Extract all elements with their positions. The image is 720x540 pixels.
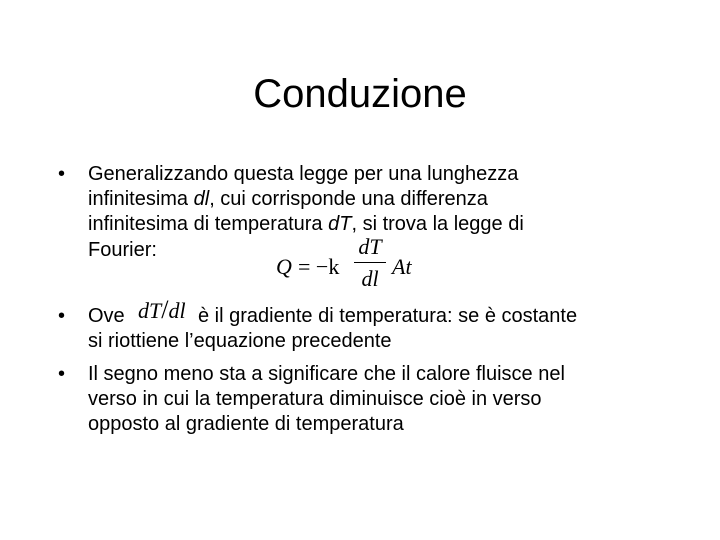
bullet-1-line-3 [88, 212, 524, 236]
formula-fraction-bar [354, 262, 386, 263]
bullet-2-lead: Ove [88, 305, 125, 327]
bullet-1-line-2 [88, 187, 488, 211]
bullet-3-line-3: opposto al gradiente di temperatura [88, 413, 404, 435]
fourier-formula [276, 234, 426, 294]
bullet-2-line-2: si riottiene l’equazione precedente [88, 330, 392, 352]
formula-denominator: dl [361, 266, 379, 291]
bullet-1-line-3-text: infinitesima di temperatura dT, si trova la legge di [88, 213, 524, 235]
inline-slash: / [161, 295, 169, 324]
bullet-3-line-2: verso in cui la temperatura diminuisce cioè in verso [88, 388, 542, 410]
inline-numerator: dT [138, 298, 162, 323]
formula-numerator: dT [358, 234, 382, 259]
slide-title: Conduzione [253, 72, 467, 116]
formula-rhs: At [392, 254, 412, 279]
bullet-1-line-1-text: Generalizzando questa legge per una lunghezza [88, 163, 519, 185]
bullet-marker: • [58, 305, 66, 327]
bullet-1-line-4-text: Fourier: [88, 239, 157, 261]
bullet-marker: • [58, 363, 66, 385]
bullet-marker: • [58, 163, 66, 185]
inline-denominator: dl [168, 298, 186, 323]
bullet-2-line-1-rest: è il gradiente di temperatura: se è costante [198, 305, 578, 327]
bullet-3-line-1: Il segno meno sta a significare che il calore fluisce nel [88, 363, 565, 385]
bullet-1-line-4 [88, 238, 157, 262]
formula-lhs: Q [276, 254, 292, 279]
bullet-1-line-2-text: infinitesima dl, cui corrisponde una differenza [88, 188, 488, 210]
formula-equals-minus: = −k [298, 254, 340, 279]
inline-gradient-formula [138, 295, 186, 324]
bullet-1-line-1 [88, 162, 518, 186]
